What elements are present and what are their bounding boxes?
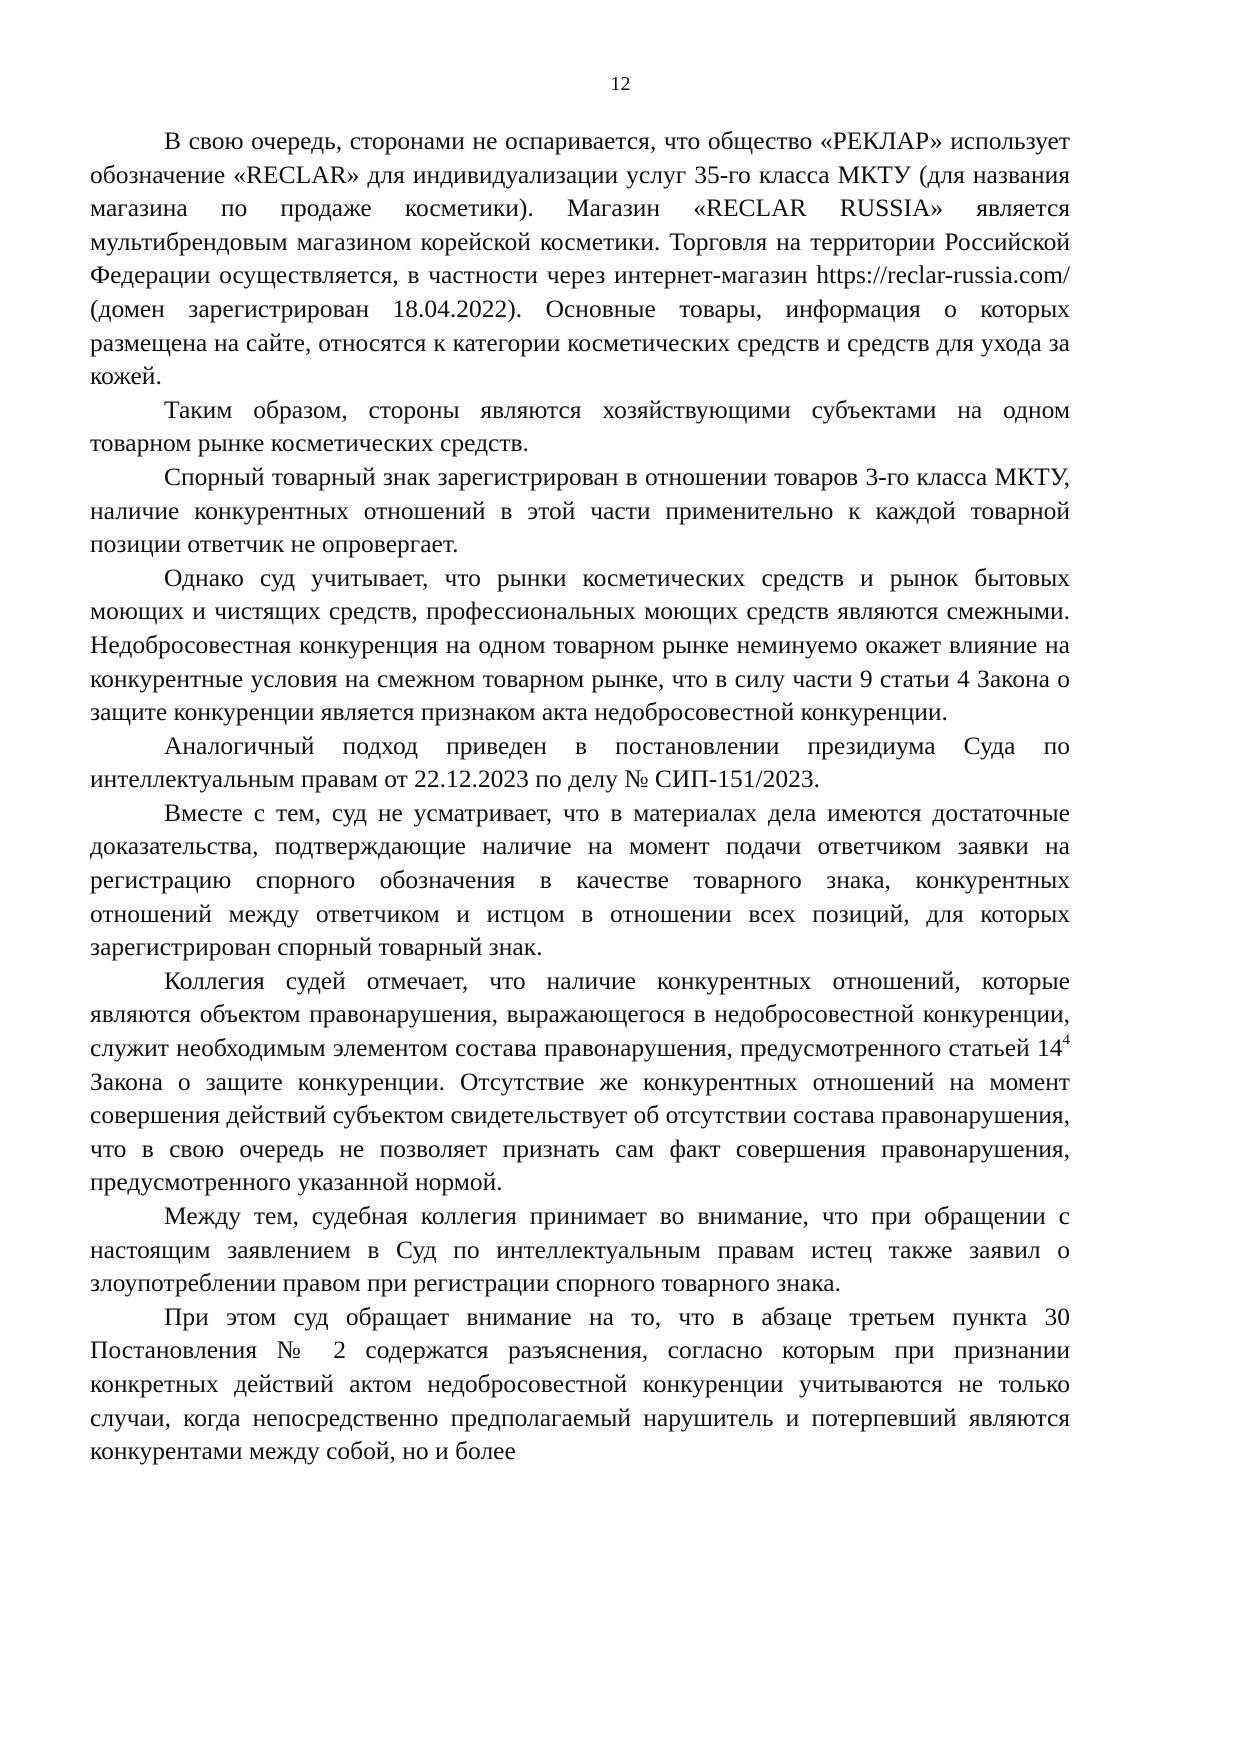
paragraph: При этом суд обращает внимание на то, что в абзаце третьем пункта 30 Постановления № 2 содержатся разъяснения, согласно которым при признании конкретных действий актом недобросовестной конкуренции учитываются не только случаи, когда непосредственно предполагаемый нарушитель и потерпевший являются конкурентами между собой, но и более — [90, 1301, 1070, 1466]
page-number: 12 — [610, 73, 631, 95]
paragraph: Вместе с тем, суд не усматривает, что в материалах дела имеются достаточные доказательства, подтверждающие наличие на момент подачи ответчиком заявки на регистрацию спорного обозначения в качестве товарного знака, конкурентных отношений между ответчиком и истцом в отношении всех позиций, для которых зарегистрирован спорный товарный знак. — [90, 797, 1070, 962]
paragraph-text-before-superscript: Коллегия судей отмечает, что наличие конкурентных отношений, которые являются объектом правонарушения, выражающегося в недобросовестной конкуренции, служит необходимым элементом состава правонарушения, предусмотренного статьей 14 — [90, 965, 1070, 1063]
document-body — [90, 124, 1070, 1468]
paragraph: Таким образом, стороны являются хозяйствующими субъектами на одном товарном рынке косметических средств. — [90, 394, 1070, 458]
paragraph-text-after-superscript: Закона о защите конкуренции. Отсутствие же конкурентных отношений на момент совершения действий субъектом свидетельствует об отсутствии состава правонарушения, что в свою очередь не позволяет признать сам факт совершения правонарушения, предусмотренного указанной нормой. — [90, 1066, 1070, 1197]
paragraph — [90, 964, 1070, 1199]
paragraph: Спорный товарный знак зарегистрирован в отношении товаров 3-го класса МКТУ, наличие конкурентных отношений в этой части применительно к каждой товарной позиции ответчик не опровергает. — [90, 461, 1070, 559]
paragraph: Между тем, судебная коллегия принимает во внимание, что при обращении с настоящим заявлением в Суд по интеллектуальным правам истец также заявил о злоупотреблении правом при регистрации спорного товарного знака. — [90, 1201, 1070, 1298]
paragraph: Аналогичный подход приведен в постановлении президиума Суда по интеллектуальным правам от 22.12.2023 по делу № СИП-151/2023. — [90, 730, 1070, 794]
article-superscript: 4 — [1062, 1031, 1070, 1048]
paragraph: В свою очередь, сторонами не оспаривается, что общество «РЕКЛАР» использует обозначение «RECLAR» для индивидуализации услуг 35-го класса МКТУ (для названия магазина по продаже косметики). Магазин «RECLAR RUSSIA» является мультибрендовым магазином корейской косметики. Торговля на территории Российской Федерации осуществляется, в частности через интернет-магазин https://reclar-russia.com/ (домен зарегистрирован 18.04.2022). Основные товары, информация о которых размещена на сайте, относятся к категории косметических средств и средств для ухода за кожей. — [90, 126, 1070, 391]
paragraph: Однако суд учитывает, что рынки косметических средств и рынок бытовых моющих и чистящих средств, профессиональных моющих средств являются смежными. Недобросовестная конкуренция на одном товарном рынке неминуемо окажет влияние на конкурентные условия на смежном товарном рынке, что в силу части 9 статьи 4 Закона о защите конкуренции является признаком акта недобросовестной конкуренции. — [90, 562, 1070, 727]
